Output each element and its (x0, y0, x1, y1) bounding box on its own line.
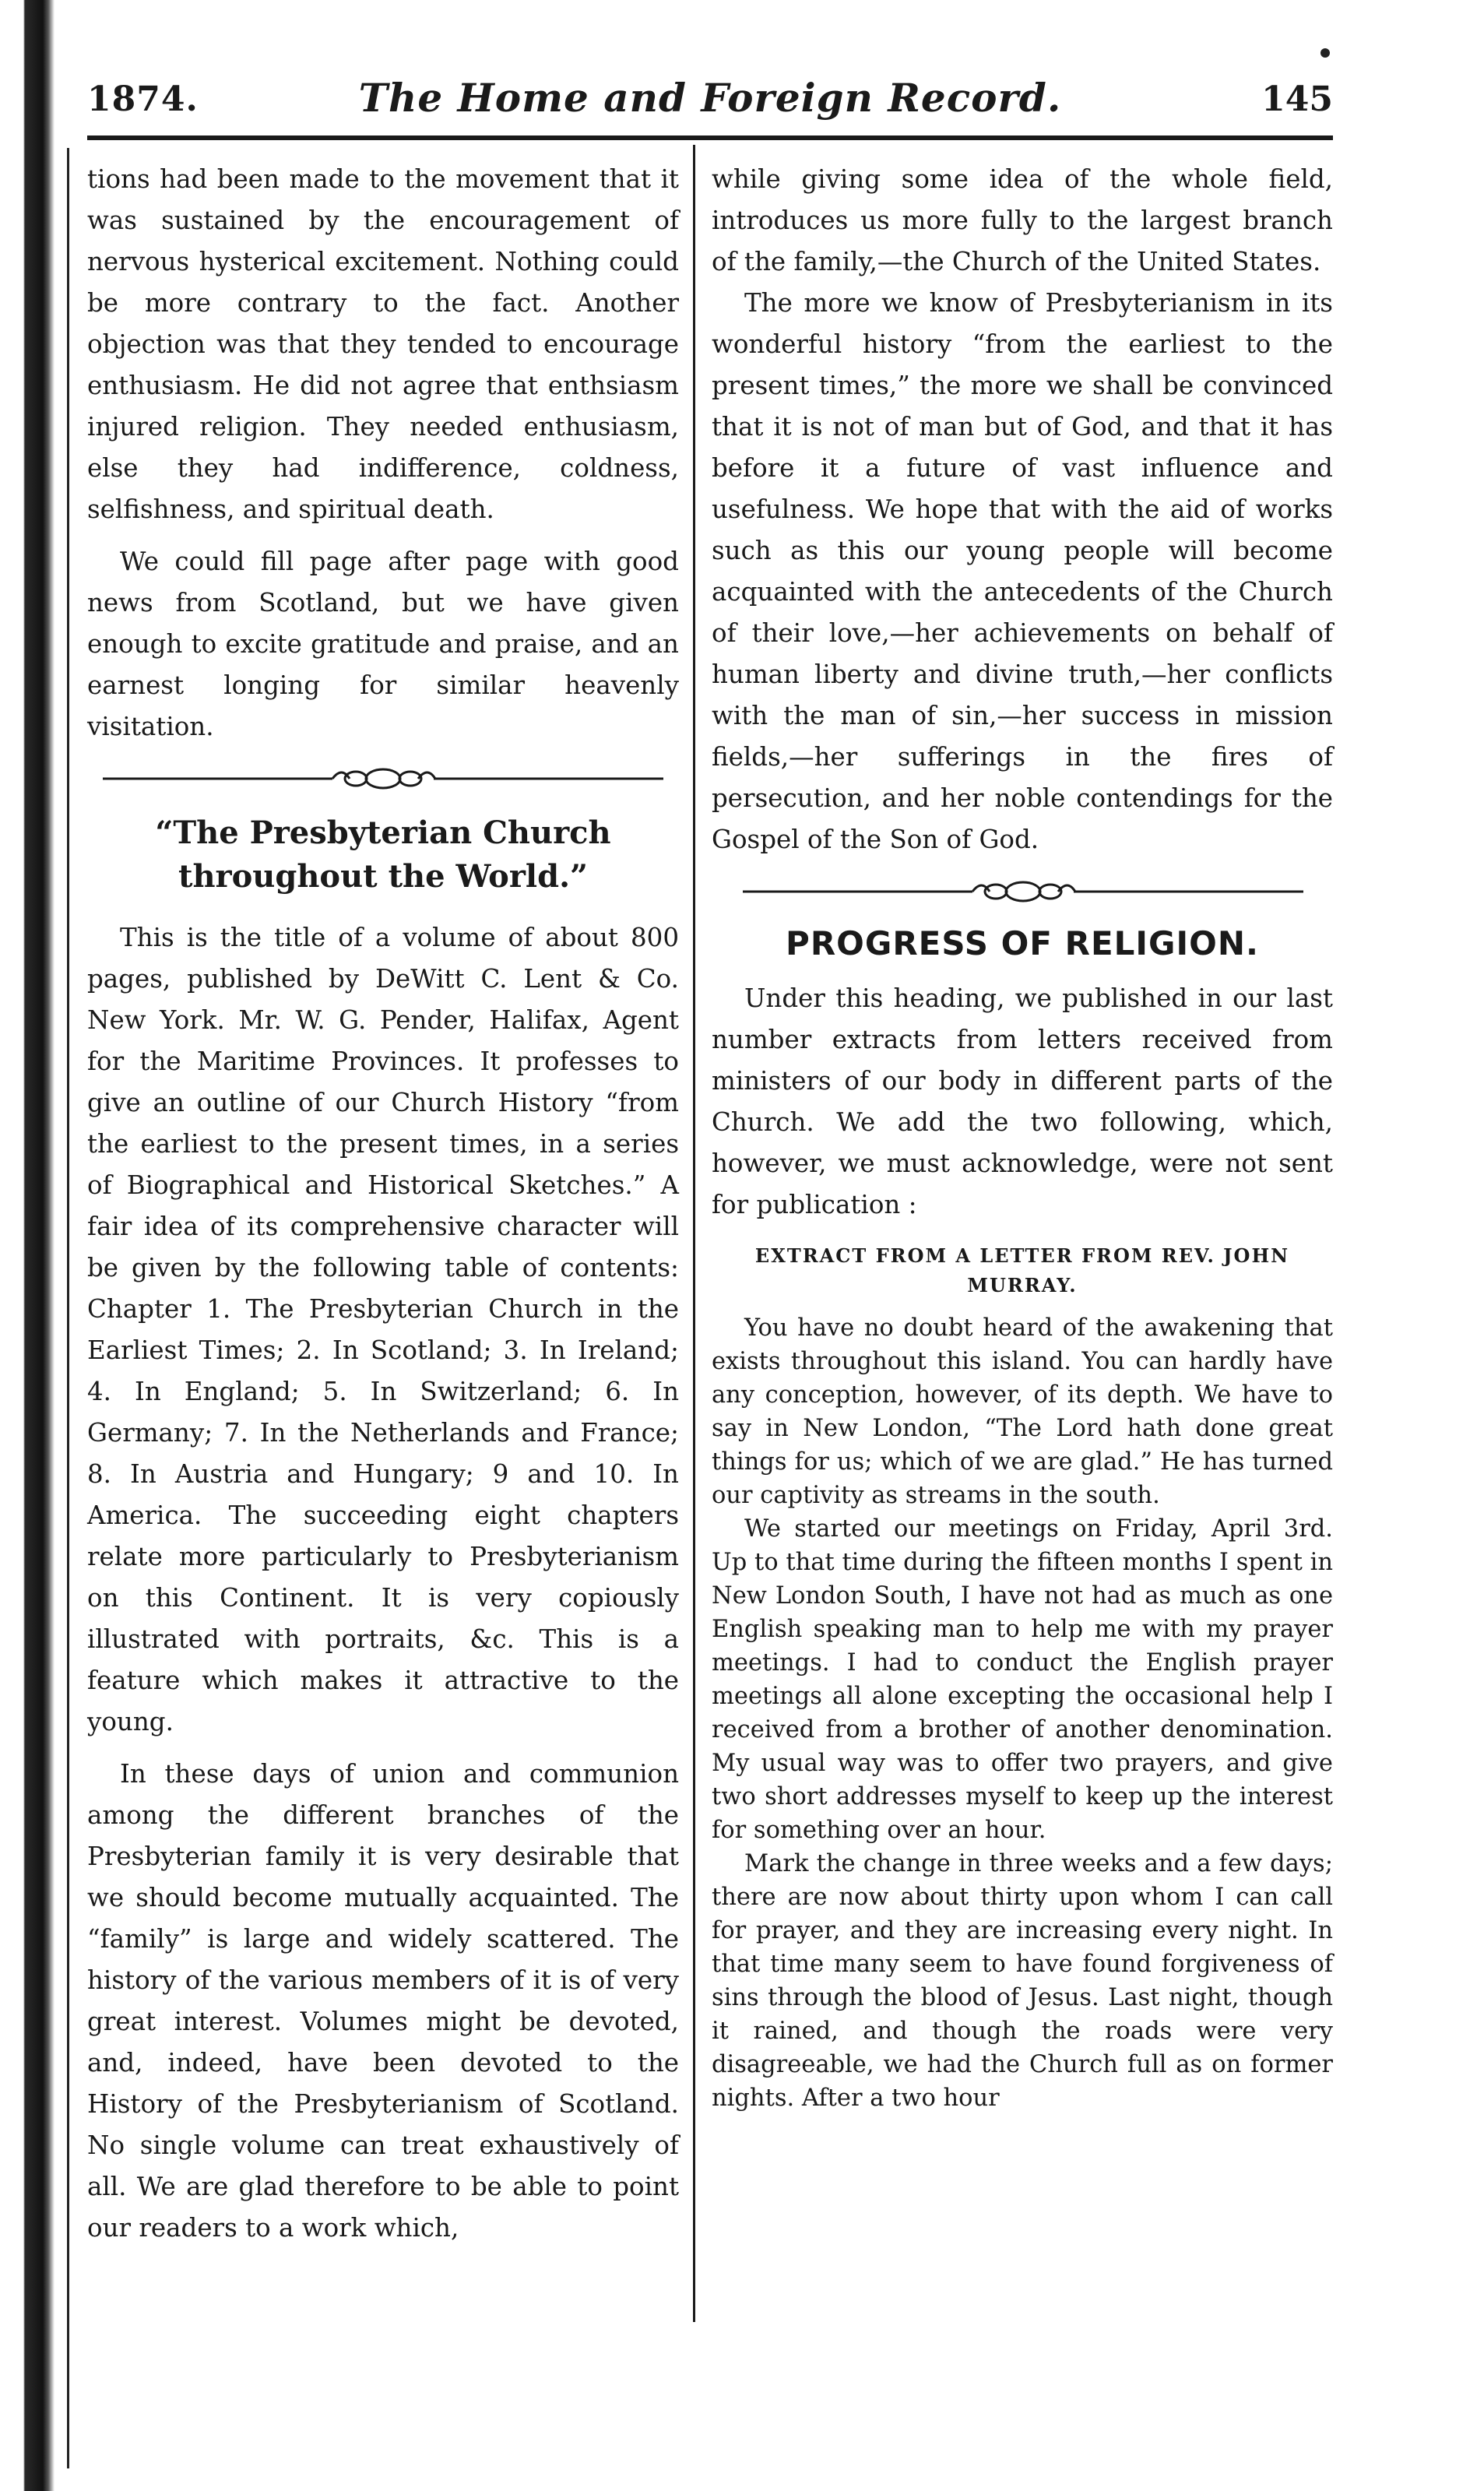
page-number: 145 (1261, 79, 1333, 119)
progress-heading: PROGRESS OF RELIGION. (786, 924, 1259, 962)
left-column (87, 159, 679, 2249)
letter-paragraph: Mark the change in three weeks and a few days; there are now about thirty upon whom I can call for prayer, and they are increasing every night. In that time many seem to have found forgiveness of sins through the blood of Jesus. Last night, though it rained, and though the roads were very disagreeable, we had the Church full as on former nights. After a two hour (712, 1850, 1333, 2112)
paragraph-continued: while giving some idea of the whole field, introduces us more fully to the largest branch of the family,—the Church of the United States. (712, 164, 1333, 276)
header-year: 1874. (87, 79, 199, 119)
header-rule (87, 135, 1333, 140)
presbyterian-heading: “The Presbyterian Church throughout the World.” (155, 815, 611, 895)
page-margin-rule (67, 148, 69, 2468)
extract-heading: EXTRACT FROM A LETTER FROM REV. JOHN MURRAY. (754, 1244, 1290, 1297)
book-spine-shadow (0, 0, 55, 2491)
paragraph-volume: This is the title of a volume of about 800 pages, published by DeWitt C. Lent & Co. New York. Mr. W. G. Pender, Halifax, Agent for the Maritime Provinces. It professes to give an outline of our Church History “from the earliest to the present times, in a series of Biographical and Historical Sketches.” A fair idea of its comprehensive character will be given by the following table of contents: Chapter 1. The Presbyterian Church in the Earliest Times; 2. In Scotland; 3. In Ireland; 4. In England; 5. In Switzerland; 6. In Germany; 7. In the Netherlands and France; 8. In Austria and Hungary; 9 and 10. In America. The succeeding eight chapters relate more particularly to Presbyterianism on this Continent. It is very copiously illustrated with portraits, &c. This is a feature which makes it attractive to the young. (87, 923, 679, 1736)
letter-paragraph: We started our meetings on Friday, April 3rd. Up to that time during the fifteen months I spent in New London South, I have not had as much as one English speaking man to help me with my prayer meetings. I had to conduct the English prayer meetings all alone excepting the occasional help I received from a brother of another denomination. My usual way was to offer two prayers, and give two short addresses myself to keep up the interest for something over an hour. (712, 1515, 1333, 1844)
letter-paragraph: You have no doubt heard of the awakening that exists throughout this island. You can hardly have any conception, however, of its depth. We have to say in New London, “The Lord hath done great things for us; which of we are glad.” He has turned our captivity as streams in the south. (712, 1314, 1333, 1509)
running-header (87, 75, 1333, 121)
letter-extract (712, 1311, 1333, 2115)
publication-title: The Home and Foreign Record. (358, 75, 1062, 121)
ink-dot (1320, 48, 1330, 58)
paragraph-more: The more we know of Presbyterianism in its wonderful history “from the earliest to the present times,” the more we shall be convinced that it is not of man but of God, and that it has before it a future of vast influence and usefulness. We hope that with the aid of works such as this our young people will become acquainted with the antecedents of the Church of their love,—her achievements on behalf of human liberty and divine truth,—her conflicts with the man of sin,—her success in mission fields,—her sufferings in the fires of persecution, and her noble contendings for the Gospel of the Son of God. (712, 288, 1333, 854)
column-divider (693, 145, 695, 2322)
paragraph-union: In these days of union and communion among the different branches of the Presbyterian family it is very desirable that we should become mutually acquainted. The “family” is large and widely scattered. The history of the various members of it is of very great interest. Volumes might be devoted, and, indeed, have been devoted to the History of the Presbyterianism of Scotland. No single volume can treat exhaustively of all. We are glad therefore to be able to point our readers to a work which, (87, 1759, 679, 2243)
ornament-divider (712, 868, 1333, 915)
ornament-divider (87, 755, 679, 802)
paragraph-scotland: We could fill page after page with good news from Scotland, but we have given enough to excite gratitude and praise, and an earnest longing for similar heavenly visitation. (87, 547, 679, 741)
right-column (712, 159, 1333, 2115)
paragraph-progress: Under this heading, we published in our last number extracts from letters received from ministers of our body in different parts of the Church. We add the two following, which, however, we must acknowledge, were not sent for publication : (712, 983, 1333, 1219)
paragraph-intro: tions had been made to the movement that it was sustained by the encouragement of nervous hysterical excitement. Nothing could be more contrary to the fact. Another objection was that they tended to encourage enthusiasm. He did not agree that enthsiasm injured religion. They needed enthusiasm, else they had indifference, coldness, selfishness, and spiritual death. (87, 164, 679, 524)
